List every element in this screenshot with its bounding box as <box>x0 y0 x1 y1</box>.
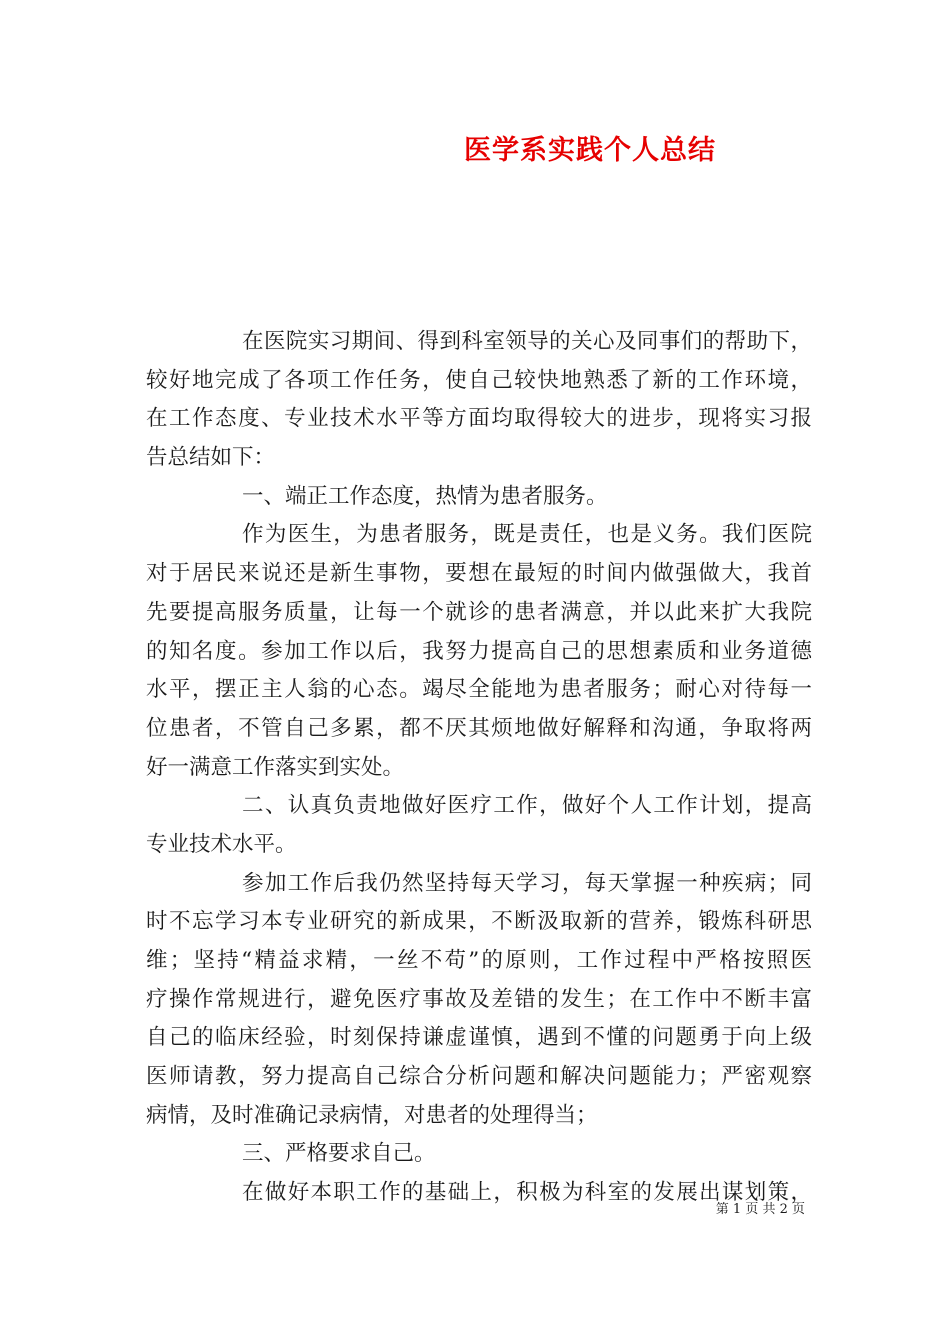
body-line: 在工作态度、专业技术水平等方面均取得较大的进步，现将实习报 <box>146 406 812 432</box>
body-line: 疗操作常规进行，避免医疗事故及差错的发生；在工作中不断丰富 <box>146 986 812 1012</box>
body-line: 水平，摆正主人翁的心态。竭尽全能地为患者服务；耐心对待每一 <box>146 677 812 703</box>
section-heading-2: 二、认真负责地做好医疗工作，做好个人工作计划，提高 <box>242 793 812 819</box>
section-heading-3: 三、严格要求自己。 <box>242 1141 436 1167</box>
body-line: 在做好本职工作的基础上，积极为科室的发展出谋划策， <box>242 1180 812 1206</box>
body-line: 告总结如下： <box>146 445 276 471</box>
page-number: 第 1 页 共 2 页 <box>715 1202 805 1217</box>
body-line: 医师请教，努力提高自己综合分析问题和解决问题能力；严密观察 <box>146 1064 812 1090</box>
body-line: 先要提高服务质量，让每一个就诊的患者满意，并以此来扩大我院 <box>146 599 812 625</box>
body-line: 参加工作后我仍然坚持每天学习，每天掌握一种疾病；同 <box>242 870 812 896</box>
body-line: 维；坚持“精益求精，一丝不苟”的原则，工作过程中严格按照医 <box>146 948 812 973</box>
body-line: 自己的临床经验，时刻保持谦虚谨慎，遇到不懂的问题勇于向上级 <box>146 1025 812 1051</box>
body-line: 时不忘学习本专业研究的新成果，不断汲取新的营养，锻炼科研思 <box>146 909 812 935</box>
body-line: 对于居民来说还是新生事物，要想在最短的时间内做强做大，我首 <box>146 561 812 587</box>
section-heading-1: 一、端正工作态度，热情为患者服务。 <box>242 483 608 509</box>
body-line: 的知名度。参加工作以后，我努力提高自己的思想素质和业务道德 <box>146 638 812 664</box>
body-line: 病情，及时准确记录病情，对患者的处理得当； <box>146 1102 598 1128</box>
body-line: 位患者，不管自己多累，都不厌其烦地做好解释和沟通，争取将两 <box>146 715 812 741</box>
body-line: 好一满意工作落实到实处。 <box>146 754 405 780</box>
document-title: 医学系实践个人总结 <box>464 135 716 166</box>
document-body <box>146 323 812 1213</box>
body-line: 较好地完成了各项工作任务，使自己较快地熟悉了新的工作环境， <box>146 367 812 393</box>
body-line: 作为医生，为患者服务，既是责任，也是义务。我们医院 <box>242 522 812 548</box>
section-heading-2-cont: 专业技术水平。 <box>146 831 297 857</box>
body-line: 在医院实习期间、得到科室领导的关心及同事们的帮助下， <box>242 329 812 354</box>
